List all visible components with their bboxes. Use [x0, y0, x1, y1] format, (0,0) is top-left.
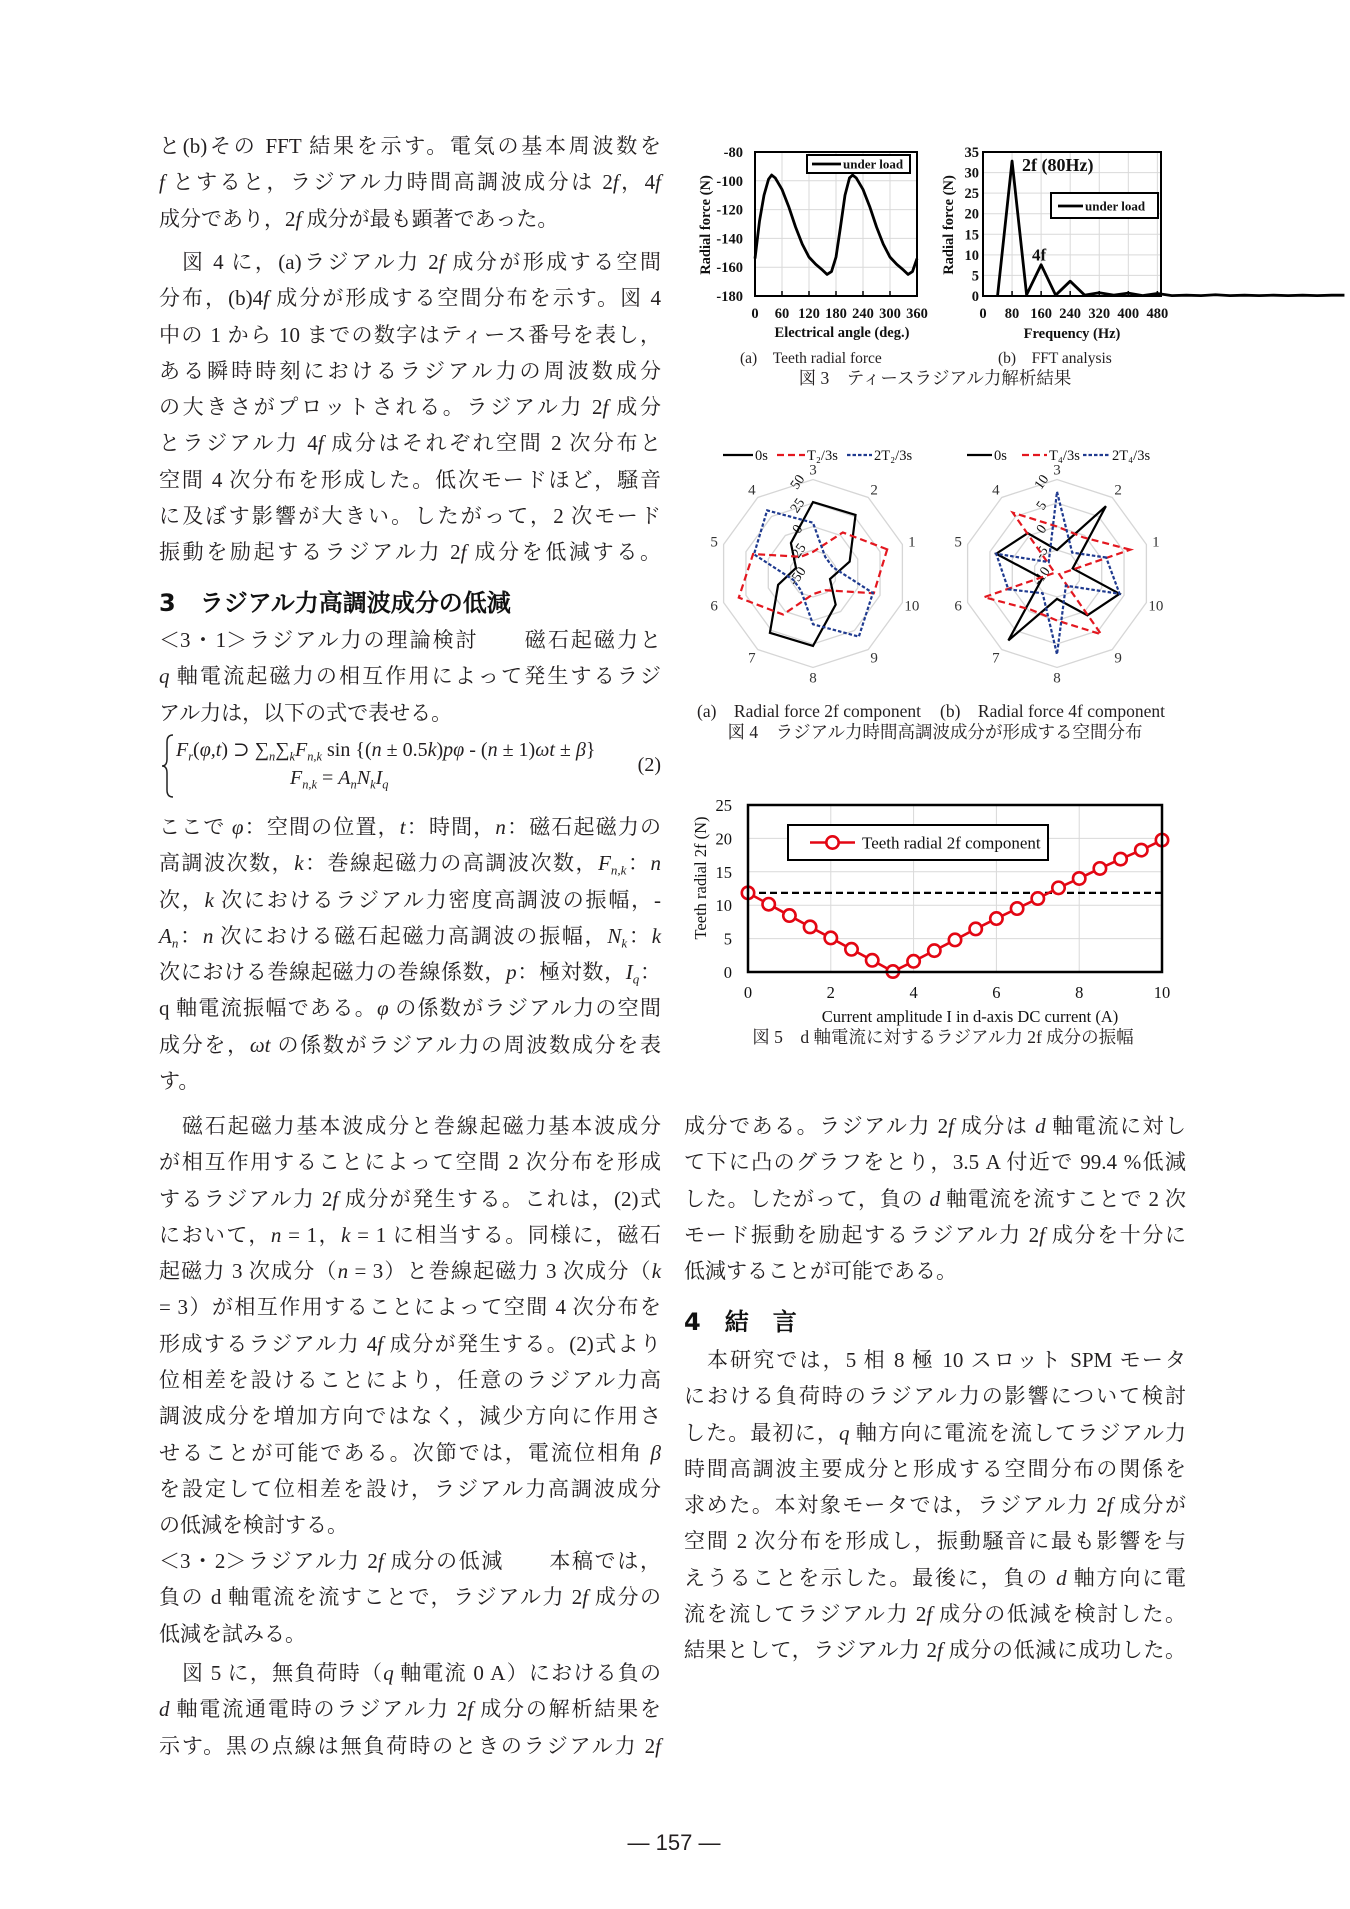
x-tick-label: 8: [1075, 983, 1084, 1002]
text-line: えうることを示した。最後に，負の d 軸方向に電: [684, 1565, 1187, 1590]
y-tick-label: -180: [716, 289, 743, 305]
legend-label: T₂/3s: [807, 448, 838, 464]
math-variable: φ: [377, 996, 389, 1021]
data-point-marker: [949, 934, 961, 946]
text-line: ＜3・2＞ラジアル力 2f 成分の低減 本稿では，: [159, 1549, 661, 1573]
radar-chart-4f-component: [940, 440, 1190, 690]
equation-line-1: $F_r(\varphi,t)$ ⊃ $\sum_n\sum_kF_{n,k}$ sin {(n ± 0.5k)pφ - (n ± 1)ωt ± β}: [176, 739, 596, 764]
y-tick-label: -160: [716, 260, 743, 277]
legend: [967, 448, 1150, 464]
radar-axis-label: 2: [1114, 482, 1122, 499]
paragraph-harmonic-interaction: [159, 1108, 661, 1544]
data-point-marker: [907, 955, 919, 967]
text-line: 調波成分を増加方向ではなく，減少方向に作用さ: [159, 1404, 661, 1429]
text-line: 起磁力 3 次成分（n = 3）と巻線起磁力 3 次成分（k: [159, 1259, 662, 1284]
text-line: ＜3・1＞ラジアル力の理論検討 磁石起磁力と: [159, 628, 661, 652]
text-line: 中の 1 から 10 までの数字はティース番号を表し，: [159, 322, 661, 347]
legend: [807, 155, 910, 173]
text-line: 流を流してラジアル力 2f 成分の低減を検討した。: [684, 1602, 1186, 1627]
equation-number: (2): [637, 754, 661, 776]
text-line: に及ぼす影響が大きい。したがって，2 次モード: [159, 504, 661, 529]
figure-3a-subcaption: (a) Teeth radial force: [740, 350, 882, 367]
text-line: 分布，(b)4f 成分が形成する空間分布を示す。図 4: [159, 286, 661, 311]
annotation-label: 4f: [1032, 245, 1047, 265]
text-line: 求めた。本対象モータでは，ラジアル力 2f 成分が: [684, 1493, 1186, 1518]
y-tick-label: 15: [715, 862, 732, 882]
x-axis-title: Electrical angle (deg.): [774, 325, 910, 341]
math-variable: f: [263, 286, 269, 311]
x-tick-label: 300: [879, 306, 901, 322]
subscript: n: [269, 749, 276, 764]
math-variable: A: [159, 923, 172, 948]
y-tick-label: -140: [716, 231, 743, 248]
equation-2: [159, 732, 661, 802]
data-point-marker: [804, 921, 816, 933]
text-line: $A_n$：n 次における磁石起磁力高調波の振幅，$N_k$：k: [159, 923, 662, 951]
subscript: n,k: [302, 777, 318, 792]
math-variable: F: [598, 851, 611, 876]
text-line: 形成するラジアル力 4f 成分が発生する。(2)式より: [159, 1331, 661, 1356]
text-line: した。したがって，負の d 軸電流を流すことで 2 次: [684, 1186, 1186, 1211]
math-variable: I: [375, 767, 383, 789]
data-point-marker: [845, 943, 857, 955]
section-4-heading: 4 結 言: [684, 1308, 797, 1336]
text-line: q 軸電流振幅である。φ の係数がラジアル力の空間: [159, 996, 661, 1021]
text-line: 成分である。ラジアル力 2f 成分は d 軸電流に対し: [684, 1114, 1187, 1138]
math-variable: f: [612, 170, 619, 195]
radar-scale-label: -10: [1030, 564, 1054, 589]
data-point-marker: [1011, 902, 1023, 914]
radar-axis-label: 10: [1148, 598, 1164, 615]
radar-axis-label: 7: [992, 650, 1000, 667]
math-variable: n: [650, 851, 662, 876]
y-tick-label: 35: [964, 145, 979, 161]
x-tick-label: 360: [906, 306, 928, 322]
math-variable: n: [202, 923, 214, 948]
x-tick-label: 10: [1153, 983, 1171, 1002]
y-tick-label: 15: [964, 227, 979, 244]
data-point-marker: [866, 954, 878, 966]
legend-label: 0s: [755, 448, 768, 464]
math-variable: f: [377, 1549, 384, 1573]
data-point-marker: [1073, 872, 1085, 884]
subscript: n,k: [307, 749, 323, 764]
text-line: 図 5 に，無負荷時（q 軸電流 0 A）における負の: [182, 1661, 662, 1685]
x-tick-label: 400: [1117, 306, 1140, 322]
math-variable: N: [607, 923, 622, 948]
data-point-marker: [825, 932, 837, 944]
math-variable: q: [838, 1420, 850, 1445]
math-variable: f: [438, 250, 445, 274]
x-tick-label: 6: [992, 983, 1001, 1002]
text-line: 空間 2 次分布を形成し，振動騒音に最も影響を与: [684, 1529, 1186, 1554]
math-variable: F: [290, 767, 303, 789]
paragraph-fft-intro: [159, 128, 661, 237]
y-tick-label: 10: [964, 247, 979, 264]
paragraph-fig5-intro: [159, 1655, 661, 1764]
math-variable: f: [467, 1697, 474, 1722]
text-line: 振動を励起するラジアル力 2f 成分を低減する。: [159, 540, 661, 565]
text-line: と(b)その FFT 結果を示す。電気の基本周波数を: [159, 134, 661, 158]
subscript: q: [382, 777, 389, 792]
y-tick-label: -120: [716, 202, 743, 219]
text-line: した。最初に，q 軸方向に電流を流してラジアル力: [684, 1420, 1186, 1445]
math-variable: φ,t: [199, 739, 222, 761]
y-tick-label: 20: [964, 206, 979, 223]
math-variable: f: [1039, 1222, 1045, 1247]
radar-scale-label: -25: [786, 541, 810, 565]
math-variable: ωt: [249, 1032, 271, 1057]
y-tick-label: 30: [964, 165, 979, 182]
math-variable: f: [460, 540, 467, 565]
text-line: の大きさがプロットされる。ラジアル力 2f 成分: [159, 395, 661, 420]
data-point-marker: [783, 909, 795, 921]
radar-ring: [968, 480, 1147, 668]
text-line: の低減を検討する。: [159, 1513, 348, 1538]
y-axis-title: Radial force (N): [698, 175, 714, 275]
x-tick-label: 80: [1004, 306, 1020, 322]
data-point-marker: [763, 898, 775, 910]
text-line: d 軸電流通電時のラジアル力 2f 成分の解析結果を: [159, 1697, 661, 1722]
brace-symbol: [161, 734, 175, 798]
text-line: せることが可能である。次節では，電流位相角 β: [159, 1440, 661, 1465]
text-line: とラジアル力 4f 成分はそれぞれ空間 2 次分布と: [159, 431, 661, 456]
data-point-marker: [1114, 853, 1126, 865]
text-line: 負の d 軸電流を流すことで，ラジアル力 2f 成分の: [159, 1585, 661, 1610]
math-variable: d: [929, 1186, 941, 1211]
math-variable: f: [159, 170, 165, 195]
data-point-marker: [1135, 844, 1147, 856]
text-line: ある瞬時時刻におけるラジアル力の周波数成分: [159, 358, 661, 383]
subscript: k: [370, 777, 376, 792]
math-variable: f: [377, 1331, 384, 1356]
text-line: 成分を，ωt の係数がラジアル力の周波数成分を表: [159, 1032, 661, 1057]
legend-label: 2T₄/3s: [1112, 448, 1151, 464]
text-line: て下に凸のグラフをとり，3.5 A 付近で 99.4 %低減: [684, 1150, 1186, 1175]
radar-chart-2f-component: [690, 440, 940, 690]
math-variable: ωt: [535, 739, 555, 761]
math-variable: k: [427, 739, 437, 761]
text-line: 図 4 に，(a)ラジアル力 2f 成分が形成する空間: [182, 250, 662, 274]
math-variable: n: [495, 815, 506, 839]
radar-axis-label: 6: [954, 598, 962, 615]
x-tick-label: 60: [774, 306, 790, 322]
x-tick-label: 240: [852, 306, 874, 322]
radar-axis-label: 9: [1114, 650, 1122, 667]
radar-axis-label: 6: [710, 598, 718, 615]
x-tick-label: 2: [826, 983, 835, 1002]
data-point-marker: [928, 944, 940, 956]
y-tick-label: 0: [723, 963, 732, 982]
radar-axis-label: 3: [809, 462, 817, 479]
figure-4b-subcaption: (b) Radial force 4f component: [940, 701, 1165, 721]
text-line: f とすると，ラジアル力時間高調波成分は 2f，4f: [159, 170, 661, 195]
math-variable: pφ: [443, 739, 465, 761]
subsection-3-2: [159, 1543, 661, 1652]
math-variable: f: [948, 1114, 955, 1138]
radar-axis-label: 5: [954, 534, 962, 551]
subscript: r: [188, 749, 194, 764]
radar-ring: [990, 503, 1124, 644]
math-variable: F: [295, 739, 308, 761]
text-line: アル力は，以下の式で表せる。: [159, 700, 453, 725]
math-variable: f: [1107, 1493, 1113, 1518]
math-variable: q: [159, 664, 170, 689]
math-variable: N: [356, 767, 371, 789]
legend-label: under load: [843, 156, 904, 172]
text-line: において，n = 1，k = 1 に相当する。同様に，磁石: [159, 1222, 662, 1247]
math-variable: f: [602, 395, 609, 420]
math-variable: k: [651, 923, 662, 948]
chart-fft-analysis: [930, 140, 1350, 340]
text-line: 空間 4 次分布を形成した。低次モードほど，騒音: [159, 467, 661, 492]
paragraph-variable-definitions: [159, 809, 661, 1099]
subsection-3-1: [159, 622, 661, 731]
x-tick-label: 0: [751, 306, 759, 322]
math-variable: f: [582, 1585, 589, 1610]
data-point-marker: [1094, 862, 1106, 874]
x-tick-label: 180: [825, 306, 847, 322]
text-line: ここで φ：空間の位置，t：時間，n：磁石起磁力の: [159, 815, 662, 839]
y-tick-label: 20: [715, 829, 732, 849]
radar-axis-label: 5: [710, 534, 718, 551]
x-tick-label: 0: [979, 306, 987, 322]
legend-label: under load: [1085, 198, 1146, 214]
x-tick-label: 480: [1146, 306, 1169, 322]
text-line: 低減を試みる。: [159, 1621, 306, 1646]
chart-2f-vs-d-axis-current: [680, 790, 1180, 1030]
radar-scale-label: 0: [1033, 522, 1051, 537]
annotation-label: 2f (80Hz): [1022, 155, 1094, 176]
legend-label: 2T₂/3s: [874, 448, 913, 464]
legend-label: T₄/3s: [1049, 448, 1080, 464]
radar-scale-label: -50: [786, 564, 810, 589]
subscript: n,k: [610, 862, 627, 878]
text-line: す。: [159, 1069, 200, 1094]
y-tick-label: 10: [715, 896, 732, 916]
equation-line-2: $F_{n,k} = A_nN_kI_q$: [290, 767, 389, 792]
y-tick-label: 0: [971, 289, 979, 305]
y-tick-label: -80: [723, 145, 743, 161]
text-line: 結果として，ラジアル力 2f 成分の低減に成功した。: [684, 1638, 1186, 1663]
math-variable: d: [159, 1697, 170, 1722]
math-variable: k: [204, 887, 214, 912]
math-variable: f: [655, 1733, 661, 1758]
data-point-marker: [1052, 882, 1064, 894]
legend: [788, 825, 1048, 860]
legend-label: Teeth radial 2f component: [862, 833, 1041, 853]
data-point-marker: [970, 923, 982, 935]
text-line: 示す。黒の点線は無負荷時のときのラジアル力 2f: [159, 1733, 661, 1758]
text-line: 低減することが可能である。: [684, 1259, 957, 1284]
text-line: を設定して位相差を設け，ラジアル力高調波成分: [159, 1476, 661, 1501]
math-variable: n: [371, 739, 382, 761]
text-line: 位相差を設けることにより，任意のラジアル力高: [159, 1368, 661, 1393]
x-tick-label: 320: [1088, 306, 1111, 322]
radar-axis-label: 9: [870, 650, 878, 667]
radar-axis-label: 2: [870, 482, 878, 499]
radar-axis-label: 4: [992, 482, 1000, 499]
math-variable: f: [332, 1186, 339, 1211]
math-variable: β: [650, 1440, 661, 1465]
y-tick-label: 5: [971, 268, 979, 285]
radar-axis-label: 3: [1053, 462, 1061, 479]
math-variable: A: [338, 767, 351, 789]
left-column: [159, 0, 661, 1909]
section-3-heading: 3 ラジアル力高調波成分の低減: [159, 589, 511, 617]
legend-marker: [826, 836, 838, 848]
math-variable: d: [1056, 1565, 1067, 1590]
radar-scale-label: 0: [789, 522, 807, 537]
math-variable: k: [651, 1259, 662, 1284]
math-variable: k: [341, 1222, 351, 1247]
data-point-marker: [1032, 892, 1044, 904]
radar-scale-label: 5: [1033, 498, 1051, 514]
math-variable: β: [575, 739, 586, 761]
subscript: k: [621, 935, 628, 951]
paragraph-fig5-result: [684, 1108, 1186, 1289]
radar-axis-label: 1: [1152, 534, 1160, 551]
text-line: 磁石起磁力基本波成分と巻線起磁力基本波成分: [182, 1114, 661, 1138]
radar-axis-label: 1: [908, 534, 916, 551]
y-axis-title: Radial force (N): [941, 175, 957, 275]
chart-teeth-radial-force: [690, 140, 930, 340]
y-tick-label: 25: [964, 186, 979, 203]
figure-3b-subcaption: (b) FFT analysis: [998, 350, 1112, 367]
math-variable: φ: [231, 815, 244, 839]
text-line: 次，k 次におけるラジアル力密度高調波の振幅，-: [159, 887, 662, 912]
subscript: q: [632, 971, 640, 987]
x-tick-label: 0: [743, 983, 753, 1002]
math-variable: f: [317, 431, 324, 456]
x-tick-label: 120: [798, 306, 820, 322]
y-axis-title: Teeth radial 2f (N): [691, 816, 710, 940]
math-variable: f: [295, 206, 302, 231]
math-variable: t: [399, 815, 406, 839]
figure-5-caption: 図 5 d 軸電流に対するラジアル力 2f 成分の振幅: [752, 1027, 1134, 1047]
radar-series-polygon: [739, 532, 887, 614]
page-number: — 157 —: [627, 1830, 721, 1855]
subscript: n: [350, 777, 357, 792]
math-variable: f: [937, 1638, 943, 1663]
radar-scale-label: 25: [787, 495, 809, 517]
figure-4a-subcaption: (a) Radial force 2f component: [697, 701, 922, 721]
radar-scale-label: -5: [1032, 543, 1052, 563]
legend: [723, 448, 912, 464]
legend: [1051, 193, 1158, 218]
radar-axis-label: 4: [748, 482, 756, 499]
math-variable: I: [625, 960, 633, 985]
x-tick-label: 4: [909, 983, 918, 1002]
math-variable: q: [383, 1661, 394, 1685]
radar-scale-label: 10: [1031, 472, 1053, 493]
text-line: q 軸電流起磁力の相互作用によって発生するラジ: [159, 664, 661, 689]
y-tick-label: 5: [723, 929, 732, 949]
text-line: モード振動を励起するラジアル力 2f 成分を十分に: [684, 1222, 1187, 1247]
text-line: = 3）が相互作用することによって空間 4 次分布を: [159, 1295, 661, 1320]
text-line: 成分であり，2f 成分が最も顕著であった。: [159, 206, 559, 231]
paragraph-fig4-description: [159, 244, 661, 571]
math-variable: f: [655, 170, 661, 195]
radar-scale-label: 50: [787, 472, 809, 493]
subscript: n: [171, 935, 179, 951]
x-tick-label: 240: [1059, 306, 1082, 322]
data-point-marker: [990, 912, 1002, 924]
y-tick-label: 25: [715, 796, 732, 815]
math-variable: k: [294, 851, 304, 876]
x-axis-title: Current amplitude I in d-axis DC current (A): [821, 1007, 1119, 1026]
math-variable: n: [487, 739, 498, 761]
radar-axis-label: 8: [809, 670, 817, 687]
text-line: 次における巻線起磁力の巻線係数，p：極対数，$I_q$：: [159, 960, 662, 987]
x-axis-title: Frequency (Hz): [1023, 326, 1121, 342]
paragraph-conclusion: [684, 1342, 1186, 1669]
radar-ring: [724, 480, 903, 668]
radar-axis-label: 8: [1053, 670, 1061, 687]
figure-4-caption: 図 4 ラジアル力時間高調波成分が形成する空間分布: [727, 722, 1143, 742]
y-tick-label: -100: [716, 173, 743, 190]
radar-axis-label: 7: [748, 650, 756, 667]
radar-axis-label: 10: [904, 598, 920, 615]
text-line: するラジアル力 2f 成分が発生する。これは，(2)式: [159, 1186, 661, 1211]
text-line: における負荷時のラジアル力の影響について検討: [684, 1384, 1186, 1409]
subscript: k: [289, 749, 295, 764]
text-line: 高調波次数，k：巻線起磁力の高調波次数，$F_{n,k}$：n: [159, 851, 662, 878]
figure-3-caption: 図 3 ティースラジアル力解析結果: [798, 368, 1072, 388]
x-tick-label: 160: [1030, 306, 1052, 322]
text-line: が相互作用することによって空間 2 次分布を形成: [159, 1150, 661, 1175]
math-variable: n: [337, 1259, 349, 1284]
legend-label: 0s: [994, 448, 1007, 464]
math-variable: d: [1035, 1114, 1046, 1138]
text-line: 本研究では，5 相 8 極 10 スロット SPM モータ: [707, 1348, 1186, 1372]
math-variable: n: [270, 1222, 282, 1247]
math-variable: f: [926, 1602, 933, 1627]
text-line: 時間高調波主要成分と形成する空間分布の関係を: [684, 1456, 1186, 1481]
math-variable: F: [176, 739, 189, 761]
math-variable: p: [506, 960, 517, 985]
